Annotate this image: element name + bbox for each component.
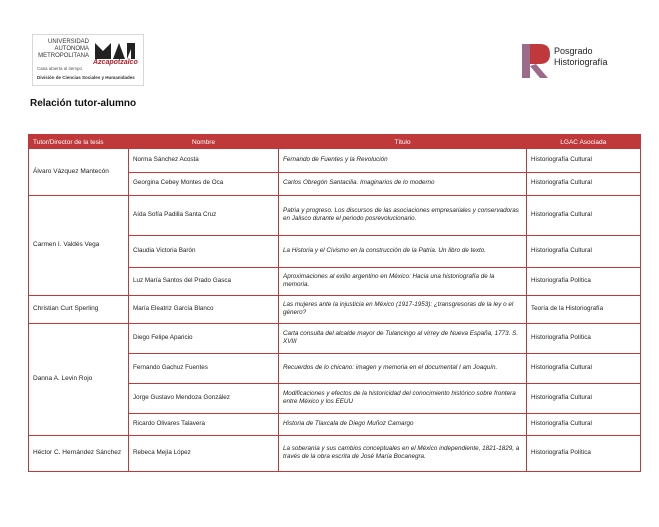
lgac-cell: Historiografía Cultural [527, 149, 641, 172]
posgrado-title: Posgrado [554, 46, 593, 56]
lgac-cell: Historiografía Política [527, 435, 641, 471]
lgac-cell: Historiografía Cultural [527, 383, 641, 413]
titulo-cell: Patria y progreso. Los discursos de las asociaciones empresariales y conservadoras en Jalisco durante el periodo posrevolucionario. [279, 195, 527, 235]
titulo-cell: Carlos Obregón Santacilia. Imaginarios de lo moderno [279, 172, 527, 195]
tutor-cell: Álvaro Vázquez Mantecón [29, 149, 129, 195]
uam-logo-text: UNIVERSIDAD AUTONOMA METROPOLITANA [38, 39, 89, 59]
nombre-cell: Rebeca Mejía López [129, 435, 279, 471]
header-titulo: Título [279, 135, 527, 150]
nombre-cell: Claudia Victoria Barón [129, 235, 279, 267]
table-row [29, 195, 641, 235]
titulo-cell: Historia de Tlaxcala de Diego Muñoz Camargo [279, 413, 527, 435]
tutor-cell: Carmen I. Valdés Vega [29, 195, 129, 295]
titulo-cell: Aproximaciones al exilio argentino en México: Hacia una historiografía de la memoria. [279, 267, 527, 295]
uam-division: División de Ciencias Sociales y Humanidades [37, 75, 135, 80]
tutor-cell: Héctor C. Hernández Sánchez [29, 435, 129, 471]
posgrado-logo [520, 40, 640, 82]
uam-campus: Azcapotzalco [93, 59, 138, 66]
lgac-cell: Teoría de la Historiografía [527, 295, 641, 323]
nombre-cell: Norma Sánchez Acosta [129, 149, 279, 172]
nombre-cell: Luz María Santos del Prado Gasca [129, 267, 279, 295]
titulo-cell: Recuerdos de lo chicano: imagen y memoria en el documental I am Joaquín. [279, 353, 527, 383]
titulo-cell: La soberanía y sus cambios conceptuales en el México independiente, 1821-1829, a través de la obra escrita de José María Bocanegra. [279, 435, 527, 471]
posgrado-emblem-icon [520, 40, 552, 82]
uam-tagline: Casa abierta al tiempo [37, 66, 83, 71]
nombre-cell: Fernando Gachuz Fuentes [129, 353, 279, 383]
nombre-cell: Georgina Cebey Montes de Oca [129, 172, 279, 195]
titulo-cell: La Historia y el Civismo en la construcción de la Patria. Un libro de texto. [279, 235, 527, 267]
titulo-cell: Modificaciones y efectos de la historicidad del conocimiento histórico sobre frontera entre México y los EEUU [279, 383, 527, 413]
table-header-row [29, 135, 641, 150]
lgac-cell: Historiografía Política [527, 267, 641, 295]
tutor-cell: Christian Curt Sperling [29, 295, 129, 323]
page-title: Relación tutor-alumno [30, 98, 137, 109]
uam-emblem-icon [93, 39, 137, 61]
titulo-cell: Las mujeres ante la injusticia en México (1917-1953): ¿transgresoras de la ley o el género? [279, 295, 527, 323]
posgrado-subtitle: Historiografía [554, 57, 608, 67]
nombre-cell: Jorge Gustavo Mendoza González [129, 383, 279, 413]
lgac-cell: Historiografía Cultural [527, 235, 641, 267]
table-row [29, 295, 641, 323]
lgac-cell: Historiografía Política [527, 323, 641, 353]
header-nombre: Nombre [129, 135, 279, 150]
table-row [29, 323, 641, 353]
tutor-cell: Danna A. Levin Rojo [29, 323, 129, 435]
header-tutor: Tutor/Director de la tesis [29, 135, 129, 150]
titulo-cell: Carta consulta del alcalde mayor de Tulancingo al virrey de Nueva España, 1773. S. XVIII [279, 323, 527, 353]
nombre-cell: Ricardo Olivares Talavera [129, 413, 279, 435]
nombre-cell: Aída Sofía Padilla Santa Cruz [129, 195, 279, 235]
lgac-cell: Historiografía Cultural [527, 195, 641, 235]
uam-logo [32, 34, 144, 86]
table-row [29, 435, 641, 471]
nombre-cell: María Eleatriz García Blanco [129, 295, 279, 323]
lgac-cell: Historiografía Cultural [527, 172, 641, 195]
lgac-cell: Historiografía Cultural [527, 353, 641, 383]
titulo-cell: Fernando de Fuentes y la Revolución [279, 149, 527, 172]
tutor-student-table [28, 134, 641, 472]
table-row [29, 149, 641, 172]
nombre-cell: Diego Felipe Aparicio [129, 323, 279, 353]
header-lgac: LGAC Asociada [527, 135, 641, 150]
lgac-cell: Historiografía Cultural [527, 413, 641, 435]
